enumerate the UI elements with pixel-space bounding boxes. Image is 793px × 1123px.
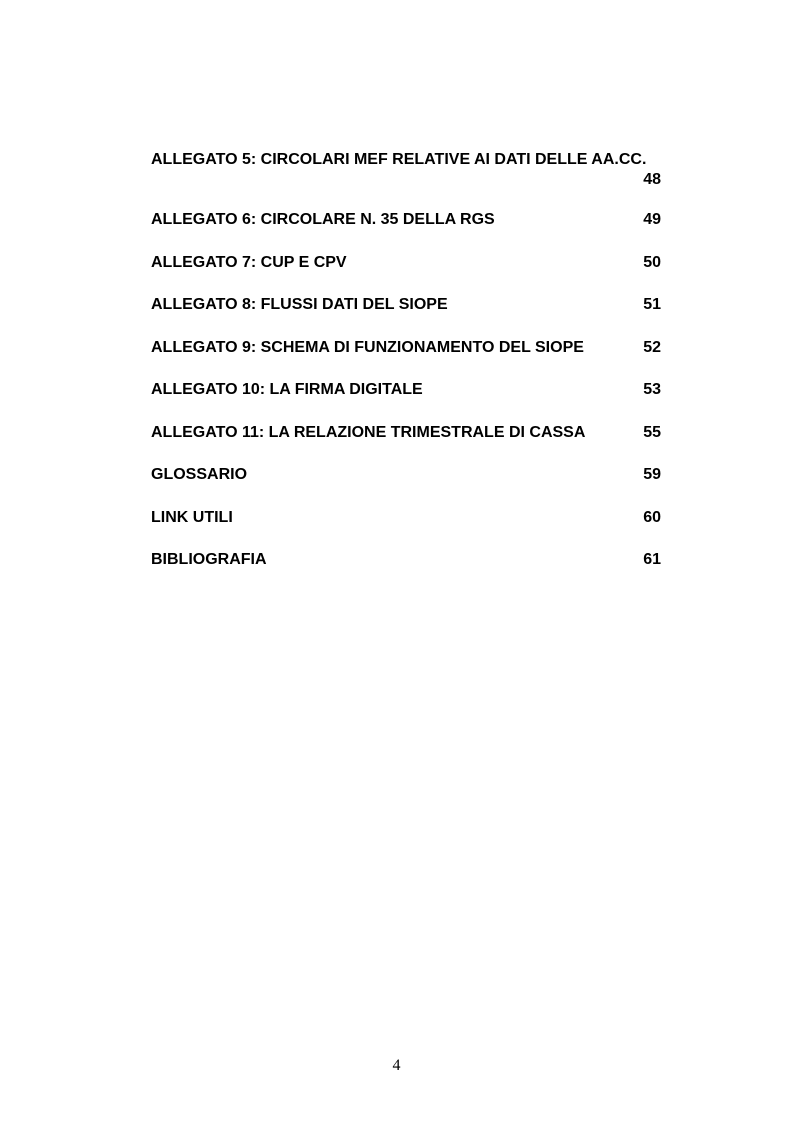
toc-entry-title: ALLEGATO 9: SCHEMA DI FUNZIONAMENTO DEL SIOPE	[151, 338, 584, 356]
toc-entry[interactable]	[151, 210, 661, 229]
toc-entry-title: GLOSSARIO	[151, 466, 248, 483]
toc-entry-title: ALLEGATO 6: CIRCOLARE N. 35 DELLA RGS	[151, 211, 495, 228]
table-of-contents	[151, 150, 661, 593]
toc-entry-page: 51	[643, 296, 661, 313]
toc-entry-page: 49	[643, 211, 661, 228]
toc-entry[interactable]	[151, 508, 661, 527]
toc-entry-page: 59	[643, 466, 661, 483]
toc-entry-title: LINK UTILI	[151, 508, 233, 526]
toc-entry-page: 52	[643, 338, 661, 356]
toc-entry-title: ALLEGATO 5: CIRCOLARI MEF RELATIVE AI DATI DELLE AA.CC.	[151, 151, 647, 168]
toc-entry-title: ALLEGATO 8: FLUSSI DATI DEL SIOPE	[151, 296, 448, 313]
toc-entry[interactable]	[151, 338, 661, 357]
toc-entry-page: 50	[643, 253, 661, 271]
toc-entry-page: 60	[643, 508, 661, 526]
toc-entry-title: ALLEGATO 10: LA FIRMA DIGITALE	[151, 381, 423, 398]
toc-entry[interactable]	[151, 253, 661, 272]
toc-entry[interactable]	[151, 550, 661, 569]
toc-entry-page: 48	[643, 171, 661, 188]
toc-entry-title: BIBLIOGRAFIA	[151, 551, 267, 568]
toc-entry[interactable]	[151, 295, 661, 314]
toc-entry[interactable]	[151, 465, 661, 484]
toc-entry-page: 55	[643, 423, 661, 441]
page-number: 4	[392, 1057, 401, 1074]
toc-entry-title: ALLEGATO 7: CUP E CPV	[151, 253, 347, 271]
toc-entry-page: 61	[643, 551, 661, 568]
toc-entry-title: ALLEGATO 11: LA RELAZIONE TRIMESTRALE DI CASSA	[151, 423, 586, 441]
toc-entry[interactable]	[151, 380, 661, 399]
toc-entry-page: 53	[643, 381, 661, 398]
toc-entry[interactable]	[151, 150, 661, 190]
toc-entry[interactable]	[151, 423, 661, 442]
